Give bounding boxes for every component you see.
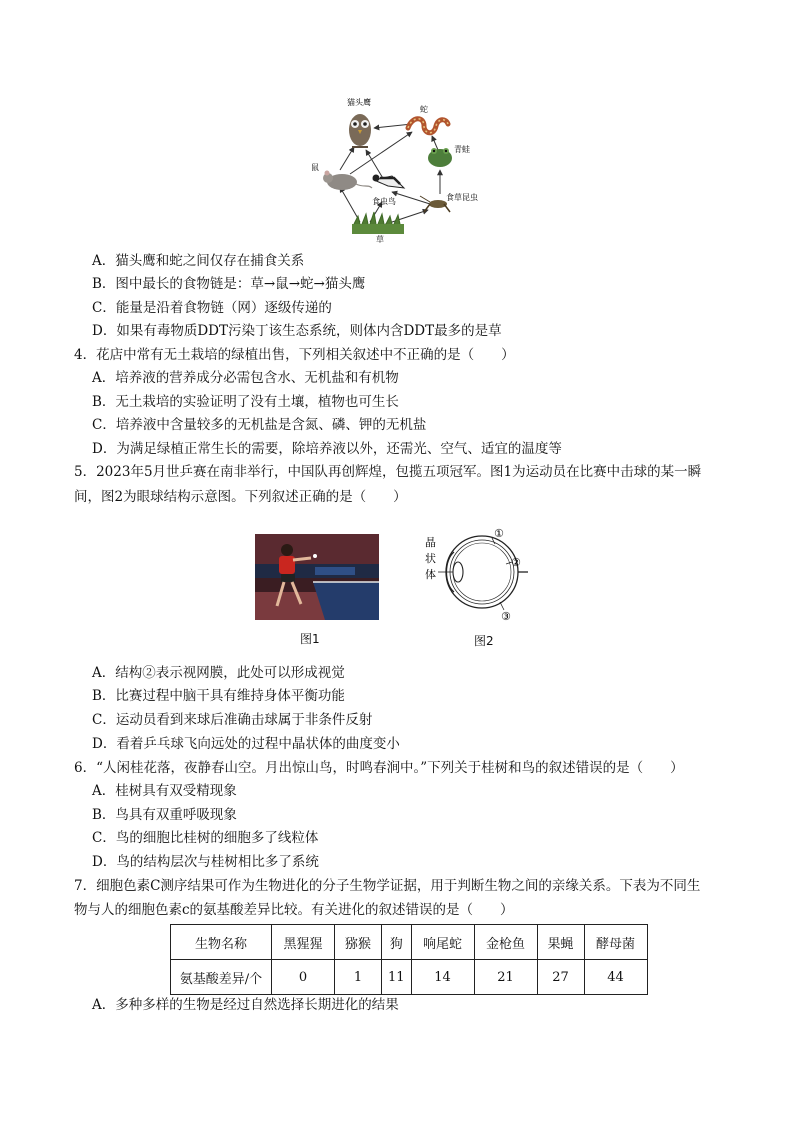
lens-label-char-2: 状	[425, 552, 436, 565]
table-cell: 14	[411, 960, 474, 995]
grass-picture	[352, 212, 404, 234]
table-header-cell: 响尾蛇	[411, 925, 474, 960]
lens-label-char-1: 晶	[425, 536, 436, 549]
label-snake: 蛇	[420, 105, 428, 114]
figure-1-caption: 图1	[300, 632, 320, 646]
eye-mark-2: ②	[511, 556, 521, 569]
table-header-row	[171, 925, 648, 960]
table-header-cell: 猕猴	[335, 925, 382, 960]
q6-stem: 6．“人闲桂花落，夜静春山空。月出惊山鸟，时鸣春涧中。”下列关于桂树和鸟的叙述错误的是（ ）	[74, 760, 684, 776]
insectivorous-bird-picture	[373, 175, 405, 189]
owl-picture	[349, 114, 371, 147]
eye-mark-1: ①	[494, 527, 504, 540]
table-cell: 1	[335, 960, 382, 995]
label-grass: 草	[376, 235, 384, 244]
label-insect: 食草昆虫	[446, 193, 478, 202]
label-frog: 青蛙	[454, 145, 470, 154]
amino-acid-difference-table	[170, 924, 648, 995]
q6-option-a: A．桂树具有双受精现象	[92, 783, 237, 799]
food-web-figure	[300, 92, 500, 244]
table-header-cell: 生物名称	[171, 925, 272, 960]
q5-stem-line1: 5．2023年5月世乒赛在南非举行，中国队再创辉煌，包揽五项冠军。图1为运动员在比赛中击球的某一瞬	[74, 464, 702, 480]
eye-diagram	[420, 524, 530, 624]
q4-option-a: A．培养液的营养成分必需包含水、无机盐和有机物	[92, 370, 399, 386]
table-header-cell: 金枪鱼	[474, 925, 537, 960]
table-header-cell: 酵母菌	[584, 925, 647, 960]
q5-stem-line2: 间，图2为眼球结构示意图。下列叙述正确的是（ ）	[74, 489, 407, 505]
q3-option-b: B．图中最长的食物链是：草→鼠→蛇→猫头鹰	[92, 276, 366, 292]
q5-option-b: B．比赛过程中脑干具有维持身体平衡功能	[92, 688, 345, 704]
q3-option-d: D．如果有毒物质DDT污染丁该生态系统，则体内含DDT最多的是草	[92, 323, 502, 339]
figure-2-caption: 图2	[474, 634, 494, 648]
table-cell: 21	[474, 960, 537, 995]
q5-option-c: C．运动员看到来球后准确击球属于非条件反射	[92, 712, 373, 728]
eye-mark-3: ③	[501, 610, 511, 623]
table-cell: 11	[382, 960, 412, 995]
table-header-cell: 黑猩猩	[272, 925, 335, 960]
q6-option-c: C．鸟的细胞比桂树的细胞多了线粒体	[92, 830, 319, 846]
q5-option-d: D．看着乒乓球飞向远处的过程中晶状体的曲度变小	[92, 736, 400, 752]
q3-option-a: A．猫头鹰和蛇之间仅存在捕食关系	[92, 253, 305, 269]
table-cell: 44	[584, 960, 647, 995]
label-owl: 猫头鹰	[347, 98, 371, 107]
mouse-picture	[323, 171, 372, 191]
label-mouse: 鼠	[311, 163, 319, 172]
table-cell: 0	[272, 960, 335, 995]
q4-option-d: D．为满足绿植正常生长的需要，除培养液以外，还需光、空气、适宜的温度等	[92, 441, 562, 457]
q4-option-c: C．培养液中含量较多的无机盐是含氮、磷、钾的无机盐	[92, 417, 427, 433]
q7-option-a: A．多种多样的生物是经过自然选择长期进化的结果	[92, 997, 399, 1013]
snake-picture	[408, 119, 448, 133]
frog-picture	[428, 148, 452, 167]
q4-option-b: B．无土栽培的实验证明了没有土壤，植物也可生长	[92, 394, 399, 410]
table-cell: 氨基酸差异/个	[171, 960, 272, 995]
q4-stem: 4．花店中常有无土栽培的绿植出售，下列相关叙述中不正确的是（ ）	[74, 347, 515, 363]
q3-option-c: C．能量是沿着食物链（网）逐级传递的	[92, 300, 332, 316]
table-header-cell: 果蝇	[537, 925, 584, 960]
table-cell: 27	[537, 960, 584, 995]
table-header-cell: 狗	[382, 925, 412, 960]
label-bird: 食虫鸟	[372, 197, 396, 206]
q7-stem-line1: 7．细胞色素C测序结果可作为生物进化的分子生物学证据，用于判断生物之间的亲缘关系。下表为不同生	[74, 878, 701, 894]
q6-option-b: B．鸟具有双重呼吸现象	[92, 807, 237, 823]
table-tennis-photo	[255, 534, 379, 620]
table-row	[171, 960, 648, 995]
q7-stem-line2: 物与人的细胞色素c的氨基酸差异比较。有关进化的叙述错误的是（ ）	[74, 902, 514, 918]
q6-option-d: D．鸟的结构层次与桂树相比多了系统	[92, 854, 319, 870]
lens-label-char-3: 体	[425, 568, 436, 581]
q5-option-a: A．结构②表示视网膜，此处可以形成视觉	[92, 665, 345, 681]
